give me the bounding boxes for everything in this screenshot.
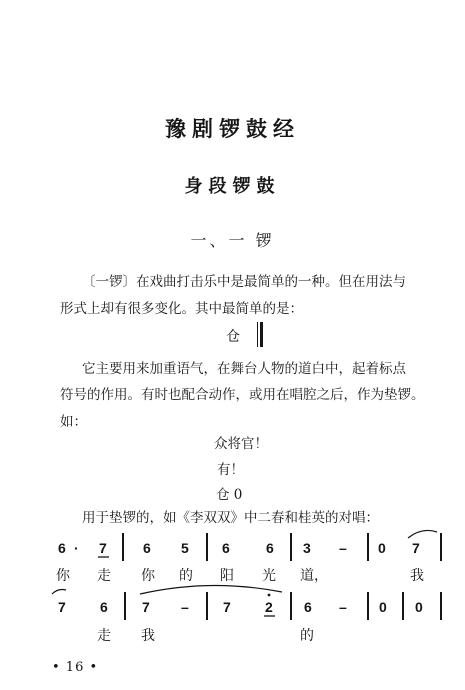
lyric: 你 bbox=[141, 568, 155, 584]
paragraph-2-line-2: 符号的作用。有时也配合动作，或用在唱腔之后，作为垫锣。 bbox=[60, 387, 425, 403]
lyric: 我 bbox=[410, 568, 424, 584]
lyric: 阳 bbox=[220, 568, 234, 584]
lyric: 的 bbox=[300, 628, 314, 644]
slur bbox=[52, 590, 66, 595]
note: 3 bbox=[303, 540, 311, 556]
note: 7 bbox=[58, 599, 66, 615]
lyric: 走 bbox=[97, 628, 111, 644]
lyric: 我 bbox=[141, 628, 155, 644]
dialogue-line-1: 众将官！ bbox=[214, 436, 268, 452]
note: 7 bbox=[99, 540, 107, 556]
page-number: • 16 • bbox=[52, 660, 99, 675]
section-heading: 一、一 锣 bbox=[190, 231, 275, 250]
paragraph-3: 用于垫锣的，如《李双双》中二春和桂英的对唱： bbox=[82, 510, 379, 526]
slur bbox=[140, 585, 282, 594]
note: 5 bbox=[181, 540, 189, 556]
note: 6 bbox=[143, 540, 151, 556]
note: 6 bbox=[304, 599, 312, 615]
note: 6 bbox=[58, 540, 66, 556]
note: 6 bbox=[266, 540, 274, 556]
note: 0 bbox=[378, 540, 386, 556]
lyric: 的 bbox=[179, 568, 193, 584]
dash: – bbox=[339, 599, 347, 615]
lyric: 你 bbox=[56, 568, 70, 584]
note: 0 bbox=[379, 599, 387, 615]
note: 2 bbox=[265, 599, 273, 615]
note: 6 bbox=[222, 540, 230, 556]
dash: – bbox=[181, 599, 189, 615]
dot: · bbox=[74, 540, 79, 556]
lyric: 光 bbox=[262, 568, 276, 584]
chapter-title: 身段锣鼓 bbox=[184, 176, 281, 197]
note: 6 bbox=[100, 599, 108, 615]
paragraph-2-line-3: 如： bbox=[60, 414, 87, 430]
dialogue-line-2: 有！ bbox=[217, 462, 244, 478]
page-title: 豫剧锣鼓经 bbox=[165, 116, 300, 141]
note: 0 bbox=[415, 599, 423, 615]
note: 7 bbox=[412, 540, 420, 556]
dash: – bbox=[339, 540, 347, 556]
slur bbox=[408, 530, 437, 538]
high-octave-dot bbox=[268, 594, 271, 597]
lyric: 走 bbox=[97, 568, 111, 584]
lyric: 道， bbox=[300, 568, 328, 584]
example-cang: 仓 bbox=[226, 329, 240, 345]
dialogue-line-3: 仓 0 bbox=[216, 487, 243, 503]
paragraph-1-line-2: 形式上却有很多变化。其中最简单的是： bbox=[60, 301, 303, 317]
note: 7 bbox=[142, 599, 150, 615]
note: 7 bbox=[223, 599, 231, 615]
paragraph-2-line-1: 它主要用来加重语气，在舞台人物的道白中，起着标点 bbox=[82, 361, 406, 377]
paragraph-1-line-1: 〔一锣〕在戏曲打击乐中是最简单的一种。但在用法与 bbox=[82, 274, 406, 290]
